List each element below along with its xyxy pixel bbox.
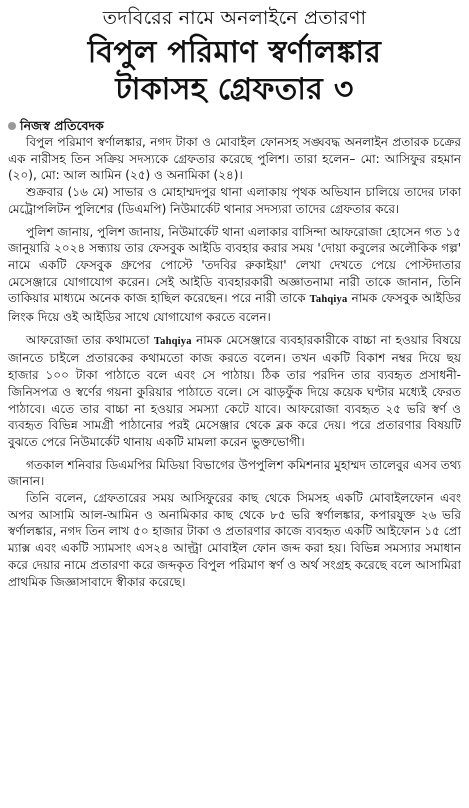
byline-text: নিজস্ব প্রতিবেদক [20,118,104,133]
byline [8,118,461,134]
headline-line-1: বিপুল পরিমাণ স্বর্ণালঙ্কার [87,35,382,70]
kicker: তদবিরের নামে অনলাইনে প্রতারণা [102,7,367,29]
inline-name-tahqiya-2: Tahqiya [153,335,192,347]
paragraph-3-text: পুলিশ জানায়, পুলিশ জানায়, নিউমার্কেট থানা এলাকার বাসিন্দা আফরোজা হোসেন গত ১৫ জানুয়ারি ২০২৪ সন্ধ্যায় তার ফেসবুক আইডি ব্যবহার করার সময় 'দোয়া কবুলের অলৌকিক গল্প' নামে একটি ফেসবুক গ্রুপের পোস্টে 'তদবির রুকাইয়া' লেখা দেখতে পেয়ে পোস্টদাতার মেসেঞ্জারে যোগাযোগ করেন। সেই আইডি ব্যবহারকারী অজ্ঞাতনামা নারী তাকে জানান, তিনি তাকিয়ার মাধ্যমে অনেক কাজ হাছিল করেছেন। পরে নারী তাকে [8,224,461,306]
paragraph-3-end: নামক ফেসবুক আইডির লিংক দিয়ে ওই আইডির সাথে যোগাযোগ করতে বলেন। [8,291,461,325]
paragraph-4-start: আফরোজা তার কথামতো [26,332,150,347]
paragraph-4 [8,332,461,451]
paragraph-3 [8,224,461,326]
paragraph-5: গতকাল শনিবার ডিএমপির মিডিয়া বিভাগের উপপুলিশ কমিশনার মুহাম্মদ তালেবুর এসব তথ্য জানান। [8,457,461,489]
bullet-icon [8,122,16,130]
paragraph-4-text: নামক মেসেঞ্জারে ব্যবহারকারীকে বাচ্চা না হওয়ার বিষয়ে জানতে চাইলে প্রতারকের কথামতো কাজ করতে বলেন। তখন একটি বিকাশ নম্বর দিয়ে ছয় হাজার ১০০ টাকা পাঠাতে বলে এবং সে পাঠায়। ঠিক তার পরদিন তার ব্যবহৃত প্রসাধনী-জিনিসপত্র ও স্বর্ণের গয়না কুরিয়ার পাঠাতে বলে। সে ঝাড়ফুঁক দিয়ে কয়েক ঘণ্টার মধ্যেই ফেরত পাঠাবে। এতে তার বাচ্চা না হওয়ার সমস্যা কেটে যাবে। আফরোজা ব্যবহৃত ২৫ ভরি স্বর্ণ ও ব্যবহৃত বিভিন্ন সামগ্রী পাঠানোর পরই মেসেঞ্জার থেকে ব্লক করে দেয়। পরে প্রতারণার বিষয়টি বুঝতে পেরে নিউমার্কেট থানায় একটি মামলা করেন ভুক্তভোগী। [8,332,461,449]
paragraph-2: শুক্রবার (১৬ মে) সাভার ও মোহাম্মদপুর থানা এলাকায় পৃথক অভিযান চালিয়ে তাদের ঢাকা মেট্রোপলিটন পুলিশের (ডিএমপি) নিউমার্কেট থানার সদস্যরা তাদের গ্রেফতার করে। [8,185,461,216]
paragraph-6: তিনি বলেন, গ্রেফতারের সময় আসিফুরের কাছ থেকে সিমসহ একটি মোবাইলফোন এবং অপর আসামি আল-আমিন ও অনামিকার কাছ থেকে ৮৫ ভরি স্বর্ণালঙ্কার, কপারযুক্ত ২৬ ভরি স্বর্ণালঙ্কার, নগদ তিন লাখ ৫০ হাজার টাকা ও প্রতারণার কাজে ব্যবহৃত একটি আইফোন ১৫ প্রো ম্যাক্স এবং একটি স্যামসাং এস২৪ আল্ট্রা মোবাইল ফোন জব্দ করা হয়। বিভিন্ন সমস্যার সমাধান করে দেয়ার নামে প্রতারণা করে জব্দকৃত বিপুল পরিমাণ স্বর্ণ ও অর্থ সংগ্রহ করেছে বলে আসামিরা প্রাথমিক জিজ্ঞাসাবাদে স্বীকার করেছে। [8,491,461,589]
inline-name-tahqiya: Tahqiya [309,294,348,306]
headline [8,34,461,108]
headline-line-2: টাকাসহ গ্রেফতার ৩ [115,72,354,107]
paragraph-1: বিপুল পরিমাণ স্বর্ণালঙ্কার, নগদ টাকা ও মোবাইল ফোনসহ সঙ্ঘবদ্ধ অনলাইন প্রতারক চক্রের এক নারীসহ তিন সক্রিয় সদস্যকে গ্রেফতার করেছে পুলিশ। তারা হলেন– মো: আসিফুর রহমান (২০), মো: আল আমিন (২৫) ও অনামিকা (২৪)। [8,135,461,183]
